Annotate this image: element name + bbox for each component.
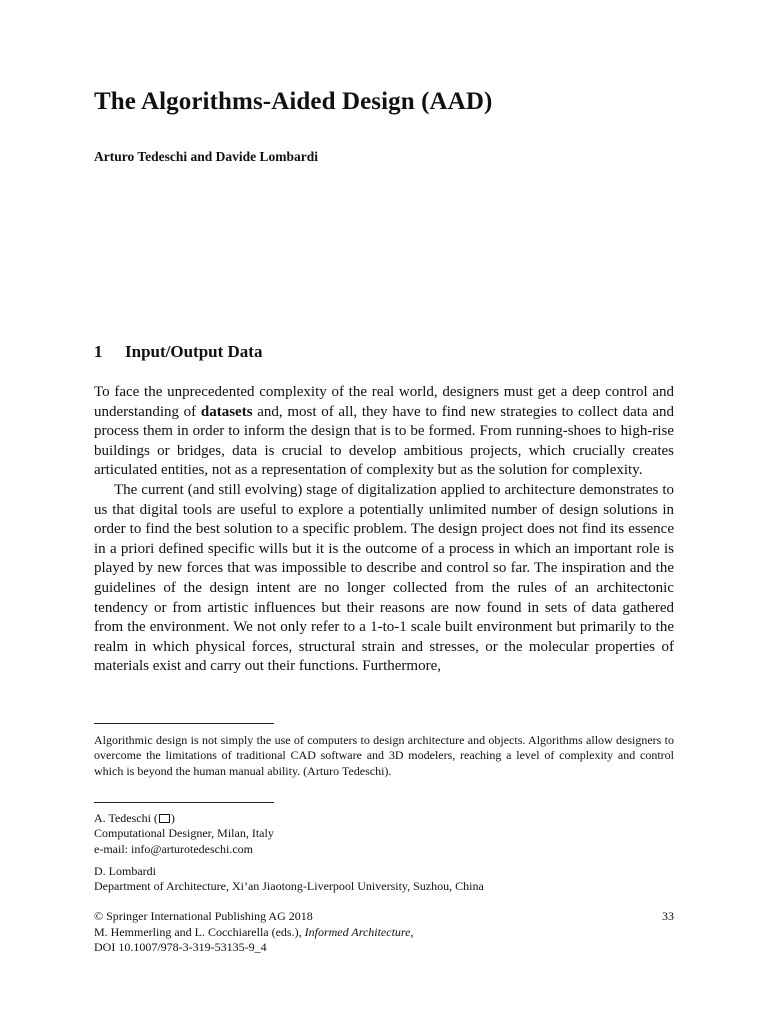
tedeschi-affiliation: Computational Designer, Milan, Italy: [94, 826, 274, 841]
editors: M. Hemmerling and L. Cocchiarella (eds.),: [94, 924, 305, 939]
envelope-icon: [159, 814, 170, 823]
page-title: The Algorithms-Aided Design (AAD): [94, 88, 493, 115]
paragraph-1-end: and, most of all, they have to find new strategies to collect data and process them in order to inform the design that is to be formed. From running-shoes to high-rise buildings or bridges, data is crucial to develop ambitious projects, which crucially creates articulated entities, not as a representation of complexity but as the solution for complexity.: [94, 403, 674, 479]
footnote-divider: [94, 723, 274, 724]
affiliation-divider: [94, 802, 274, 803]
affiliation-tedeschi: [94, 811, 674, 857]
section-title: Input/Output Data: [125, 342, 263, 361]
tedeschi-name-close: ): [170, 811, 175, 825]
copyright-line: © Springer International Publishing AG 2018: [94, 909, 313, 923]
paragraph-1-start: To face the unprecedented complexity of the real world, designers must get a deep control and understanding of: [94, 384, 674, 420]
section-heading: [94, 342, 262, 362]
datasets-term: datasets: [200, 403, 253, 420]
paragraph-1: [94, 383, 674, 481]
tedeschi-name-line: [94, 811, 674, 826]
book-title: Informed Architecture: [304, 924, 411, 939]
affiliation-lombardi: [94, 864, 674, 895]
paragraph-2: The current (and still evolving) stage of digitalization applied to architecture demonstrates to us that digital tools are useful to explore a potentially unlimited number of design solutions in order to find the best solution to a specific problem. The design project does not find its essence in a priori defined specific wills but it is the outcome of a process in which an important role is played by new forces that was impossible to describe and control so far. The inspiration and the guidelines of the design intent are no longer collected from the rules of an architectonic tendency or from artistic influences but their reasons are now found in sets of data gathered from the environment. We not only refer to a 1-to-1 scale built environment but primarily to the realm in which physical forces, structural strain and stresses, or the molecular properties of materials exist and carry out their functions. Furthermore,: [94, 481, 674, 675]
lombardi-affiliation: Department of Architecture, Xi’an Jiaotong-Liverpool University, Suzhou, China: [94, 879, 484, 894]
doi-line: DOI 10.1007/978-3-319-53135-9_4: [94, 940, 267, 955]
editors-line: [94, 925, 674, 941]
section-number: 1: [94, 342, 103, 361]
lombardi-name: D. Lombardi: [94, 864, 156, 878]
footnote: Algorithmic design is not simply the use of computers to design architecture and objects. Algorithms allow designers to overcome the limitations of traditional CAD software and 3D modelers, reaching a level of complexity and control which is beyond the human manual ability. (Arturo Tedeschi).: [94, 733, 674, 778]
page-number: 33: [662, 909, 674, 923]
authors: Arturo Tedeschi and Davide Lombardi: [94, 149, 319, 164]
tedeschi-email: e-mail: info@arturotedeschi.com: [94, 841, 253, 856]
editors-suffix: ,: [410, 924, 414, 939]
tedeschi-name: A. Tedeschi (: [94, 811, 158, 825]
body-text: [94, 383, 674, 677]
publication-footer: [94, 909, 674, 956]
